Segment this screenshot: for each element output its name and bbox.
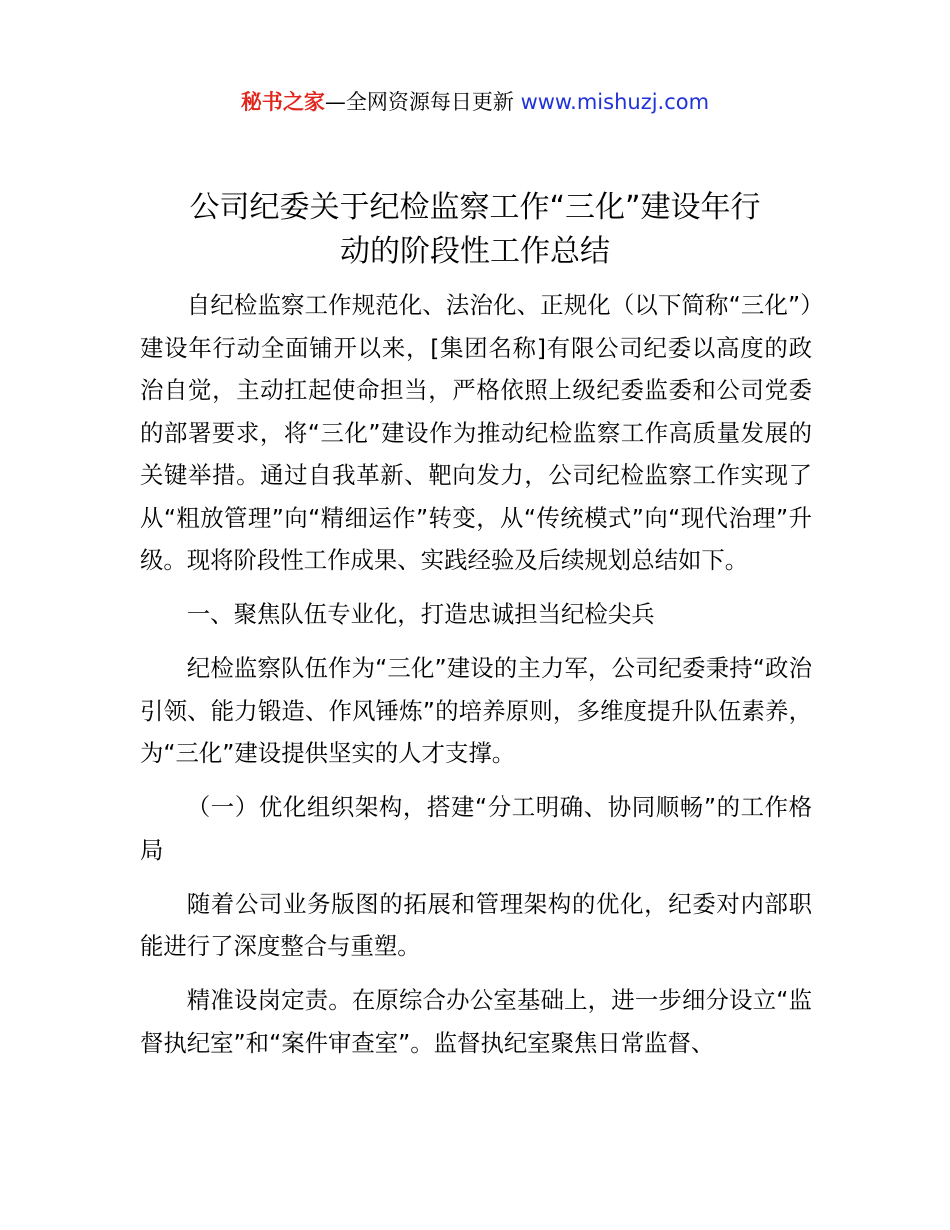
site-header — [0, 86, 950, 118]
site-brand: 秘书之家 — [240, 90, 325, 114]
site-tagline: —全网资源每日更新 — [324, 90, 521, 114]
subsection-heading-1: （一）优化组织架构，搭建“分工明确、协同顺畅”的工作格局 — [140, 793, 812, 864]
paragraph-section-1: 纪检监察队伍作为“三化”建设的主力军，公司纪委秉持“政治引领、能力锻造、作风锤炼”的培养原则，多维度提升队伍素养，为“三化”建设提供坚实的人才支撑。 — [140, 654, 812, 767]
title-line-1: 公司纪委关于纪检监察工作“三化”建设年行 — [189, 190, 761, 225]
paragraph-subsection-1: 随着公司业务版图的拓展和管理架构的优化，纪委对内部职能进行了深度整合与重塑。 — [140, 889, 812, 960]
section-heading-1: 一、聚焦队伍专业化，打造忠诚担当纪检尖兵 — [186, 600, 655, 628]
document-body — [140, 284, 812, 1076]
paragraph-intro: 自纪检监察工作规范化、法治化、正规化（以下简称“三化”）建设年行动全面铺开以来，[集团名称]有限公司纪委以高度的政治自觉，主动扛起使命担当，严格依照上级纪委监委和公司党委的部署要求，将“三化”建设作为推动纪检监察工作高质量发展的关键举措。通过自我革新、靶向发力，公司纪检监察工作实现了从“粗放管理”向“精细运作”转变，从“传统模式”向“现代治理”升级。现将阶段性工作成果、实践经验及后续规划总结如下。 — [140, 291, 812, 574]
paragraph-positions: 精准设岗定责。在原综合办公室基础上，进一步细分设立“监督执纪室”和“案件审查室”。监督执纪室聚焦日常监督、 — [140, 986, 812, 1057]
document-title — [140, 186, 810, 274]
site-url-link[interactable]: www.mishuzj.com — [520, 90, 710, 114]
title-line-2: 动的阶段性工作总结 — [340, 234, 610, 269]
